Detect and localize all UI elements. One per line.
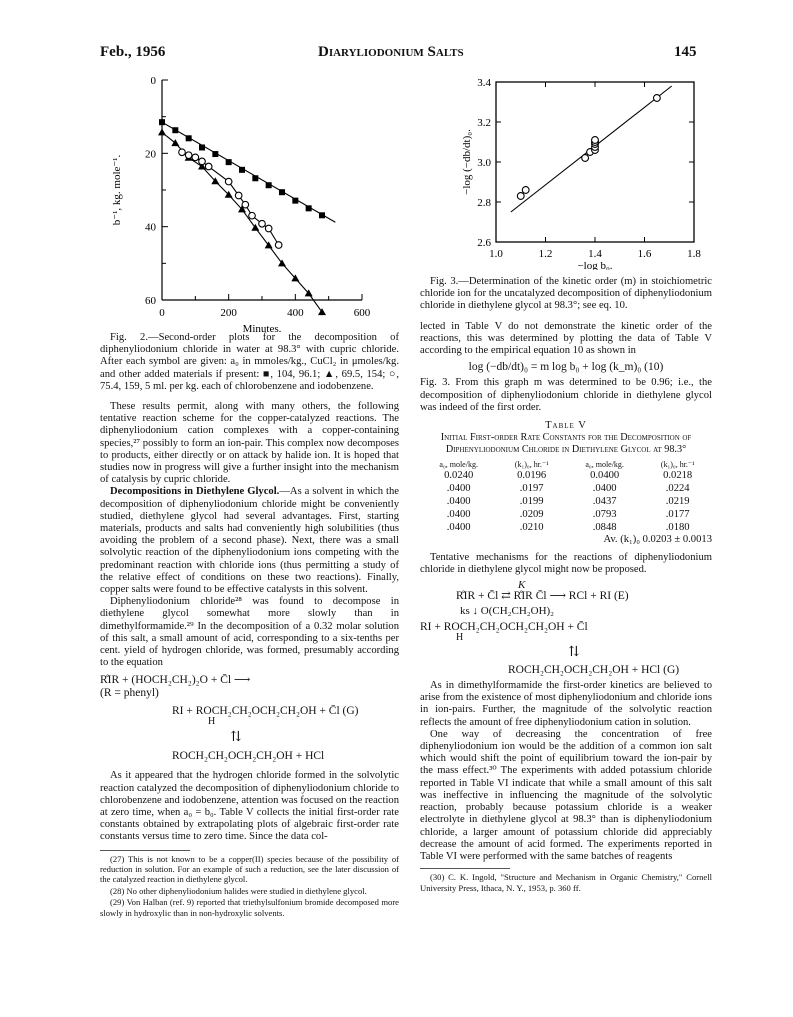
table-header: a₀, mole/kg. xyxy=(439,459,478,469)
running-head-title: Diaryliodonium Salts xyxy=(318,44,464,60)
scheme-g-subscript: H xyxy=(456,631,464,643)
paragraph: Fig. 3. From this graph m was determined to be 0.96; i.e., the decomposition of diphenyliodonium chloride in diethylene glycol was indeed of the first order. xyxy=(420,377,712,413)
data-point-circle xyxy=(235,192,242,199)
equilibrium-arrows: ⇅ xyxy=(568,644,580,660)
y-axis-label: b⁻¹, kg. mole⁻¹. xyxy=(111,154,123,226)
table-row: .0400 .0209 .0793 .0177 xyxy=(446,508,690,520)
x-tick-label: 1.4 xyxy=(588,248,602,260)
data-point-square xyxy=(199,144,205,150)
paragraph: Diphenyliodonium chloride²⁸ was found to decompose in diethylene glycol somewhat more slowly than in dimethylformamide.²⁹ In the decomposition of a 0.32 molar solution of this salt, a small amount of acid, corresponding to a six-tenths per cent. yield of hydrogen chloride, was formed, presumably according to the equation xyxy=(100,596,399,669)
data-point-square xyxy=(159,119,165,125)
equation-subscript: H xyxy=(208,716,216,728)
y-tick-label: 3.0 xyxy=(477,157,491,169)
equation-line: ROCH₂CH₂OCH₂CH₂OH + HCl xyxy=(172,750,325,763)
table-header: (k₁)₀, hr.⁻¹ xyxy=(660,459,695,469)
y-tick-label: 20 xyxy=(145,148,156,161)
footnote: (28) No other diphenyliodonium halides were studied in diethylene glycol. xyxy=(110,885,367,896)
table-caption: Initial First-order Rate Constants for the Decomposition of Diphenyliodonium Chloride in Diethylene Glycol at 98.3° xyxy=(440,432,692,456)
data-point-square xyxy=(226,159,232,165)
data-point-square xyxy=(172,127,178,133)
x-tick-label: 200 xyxy=(220,307,237,319)
footnote: (30) C. K. Ingold, "Structure and Mechanism in Organic Chemistry," Cornell University Press, Ithaca, N. Y., 1953, p. 360 ff. xyxy=(420,872,712,893)
table-average: Av. (k₁)₀ 0.0203 ± 0.0013 xyxy=(603,533,712,545)
page-number: 145 xyxy=(674,44,697,60)
data-point-circle xyxy=(179,149,186,156)
series-circle-line xyxy=(182,152,279,245)
x-tick-label: 400 xyxy=(287,307,304,319)
y-tick-label: 3.4 xyxy=(477,77,491,89)
data-point-square xyxy=(186,135,192,141)
y-tick-label: 2.6 xyxy=(477,237,491,249)
x-tick-label: 1.6 xyxy=(637,248,652,260)
equilibrium-arrows: ⇅ xyxy=(230,730,242,746)
scheme-solvolysis: ks ↓ O(CH₂CH₂OH)₂ xyxy=(460,605,555,618)
running-head-date: Feb., 1956 xyxy=(100,44,166,60)
data-point-circle xyxy=(522,187,529,194)
footnotes xyxy=(100,854,399,918)
data-point-circle xyxy=(259,220,266,227)
data-point-square xyxy=(212,151,218,157)
equation-line: RI + ROCH₂CH₂OCH₂CH₂OH + C̄l (G) xyxy=(172,704,359,717)
data-point-square xyxy=(306,205,312,211)
x-tick-label: 1.8 xyxy=(687,248,701,260)
data-point-circle xyxy=(275,242,282,249)
x-tick-label: 1.2 xyxy=(538,248,553,260)
paragraph: lected in Table V do not demonstrate the kinetic order of the reactions, this was determined by plotting the data of Table V according to the empirical equation 10 as shown in xyxy=(420,320,712,357)
data-point-circle xyxy=(225,178,232,185)
table-header-row xyxy=(420,460,712,469)
data-point-square xyxy=(279,189,285,195)
data-point-square xyxy=(292,198,298,204)
figure-2-chart xyxy=(100,70,390,340)
data-point-square xyxy=(319,212,325,218)
table-v xyxy=(420,460,712,534)
scheme-g-line1: RI + ROCH₂CH₂OCH₂CH₂OH + C̄l xyxy=(420,620,588,633)
data-point-circle xyxy=(249,212,256,219)
y-tick-label: 0 xyxy=(150,75,156,87)
data-point-square xyxy=(239,167,245,173)
data-point-circle xyxy=(582,155,589,162)
y-axis-label: −log (−db/dt)₀. xyxy=(461,129,473,195)
table-row: .0400 .0210 .0848 .0180 xyxy=(446,521,690,533)
x-tick-label: 600 xyxy=(353,307,371,319)
y-tick-label: 40 xyxy=(145,221,156,234)
right-column xyxy=(420,276,712,894)
data-point-triangle xyxy=(158,128,166,135)
data-point-circle xyxy=(185,152,192,159)
data-point-circle xyxy=(265,225,272,232)
figure-3-chart xyxy=(456,70,716,270)
y-tick-label: 60 xyxy=(145,295,156,307)
equation-10: log (−db/dt)₀ = m log b₀ + log (k_m)₀ (10) xyxy=(468,361,664,374)
data-point-triangle xyxy=(171,139,179,146)
table-row: .0400 .0199 .0437 .0219 xyxy=(446,495,690,507)
x-axis-label: −log b₀. xyxy=(577,260,613,270)
paragraph: As in dimethylformamide the first-order kinetics are believed to arise from the existence of most diphenyliodonium and chloride ions in ion-pairs. Further, the magnitude of the solvolytic reaction reflects the amount of free diphenyliodonium cation in solution. xyxy=(420,680,712,728)
data-point-circle xyxy=(242,201,249,208)
table-header: (k₁)₀, hr.⁻¹ xyxy=(514,459,549,469)
table-row: 0.0240 0.0196 0.0400 0.0218 xyxy=(444,469,693,481)
equation-line: (R = phenyl) xyxy=(100,686,159,699)
left-column xyxy=(100,332,399,919)
paragraph: Tentative mechanisms for the reactions of diphenyliodonium chloride in diethylene glycol might now be proposed. xyxy=(420,551,712,576)
plot-frame xyxy=(496,82,694,242)
paragraph: Decompositions in Diethylene Glycol.—As a solvent in which the decomposition of diphenyliodonium chloride might be conveniently studied, diethylene glycol had several advantages. First, starting materials, products and salts had conveniently high solubilities (thus avoiding the problem of a second phase). Next, there was a small solvolytic reaction of the diphenyliodonium ions competing with the predominant reaction with chloride ions (thus permitting a study of the relative effect of conditions on these two reactions). Finally, copper salts were found to be effective catalysts in this solvent. xyxy=(100,486,399,596)
data-point-circle xyxy=(653,95,660,102)
scheme-g-line2: ROCH₂CH₂OCH₂CH₂OH + HCl (G) xyxy=(508,663,680,676)
footnote: (27) This is not known to be a copper(II) species because of the possibility of reduction in solution. For an example of such a reduction, see the later discussion of the catalyzed reaction in diethylene glycol. xyxy=(100,853,399,885)
data-point-square xyxy=(266,182,272,188)
x-tick-label: 1.0 xyxy=(489,248,503,260)
figure-2-caption: Fig. 2.—Second-order plots for the decomposition of diphenyliodonium chloride in water at 98.3° with cupric chloride. After each symbol are given: a₀ in mmoles/kg., CuCl₂ in μmoles/kg. and other added materials if present: ■, 104, 96.1; ▲, 69.5, 154; ○, 75.4, 159, 5 ml. per kg. each of chlorobenzene and iodobenzene. xyxy=(100,332,399,392)
footnotes xyxy=(420,872,712,893)
data-point-circle xyxy=(192,154,199,161)
table-header: a₀, mole/kg. xyxy=(585,459,624,469)
y-tick-label: 2.8 xyxy=(477,197,491,209)
section-heading: Decompositions in Diethylene Glycol. xyxy=(110,486,280,498)
y-tick-label: 3.2 xyxy=(477,117,491,129)
data-point-circle xyxy=(592,137,599,144)
table-title: Table V xyxy=(545,420,587,432)
paragraph: As it appeared that the hydrogen chloride formed in the solvolytic reaction catalyzed the decomposition of diphenyliodonium chloride to chlorobenzene and iodobenzene, attention was focused on the reaction at zero time, when a₀ = b₀. Table V collects the initial first-order rate constants obtained by extrapolating plots of algebraic first-order rate constants versus time to zero time. Since the data col- xyxy=(100,770,399,843)
figure-3-caption: Fig. 3.—Determination of the kinetic order (m) in stoichiometric chloride ion for the uncatalyzed decomposition of diphenyliodonium chloride in diethylene glycol at 98.3°; see eq. 10. xyxy=(420,276,712,312)
data-point-circle xyxy=(199,158,206,165)
paragraph: These results permit, along with many others, the following tentative reaction scheme for the copper-catalyzed reactions. The diphenyliodonium cation complexes with a copper-containing species,²⁷ possibly to form an ion-pair. This complex now decomposes to products, either directly or on attack by halide ion. It is hoped that studies now in progress will give a further insight into the mechanism of catalysis by cupric chloride. xyxy=(100,401,399,486)
equation-line: R̊IR + (HOCH₂CH₂)₂O + C̄l ⟶ xyxy=(100,674,251,687)
x-axis-label: Minutes. xyxy=(242,323,282,335)
table-row: .0400 .0197 .0400 .0224 xyxy=(446,482,690,494)
scheme-constant-K: K xyxy=(518,579,526,592)
paragraph: One way of decreasing the concentration of free diphenyliodonium ion would be the addition of a common ion salt which would shift the point of equilibrium toward the ion-pair by the mass effect.³⁰ The experiments with added potassium chloride reported in Table VI indicate that while a small amount of this salt was ineffective in influencing the magnitude of the solvolytic reaction, probably because potassium chloride is a weaker electrolyte in diethylene glycol at 98.3° than is diphenyliodonium chloride, a larger amount of potassium chloride did appreciably decrease the amount of acid formed. The experiments reported in Table VI were performed with the same batches of reagents xyxy=(420,728,712,862)
data-point-triangle xyxy=(318,308,326,315)
footnote: (29) Von Halban (ref. 9) reported that triethylsulfonium bromide decomposed more slowly in hydroxylic than in non-hydroxylic solvents. xyxy=(100,897,399,918)
data-point-circle xyxy=(517,193,524,200)
data-point-square xyxy=(252,175,258,181)
data-point-circle xyxy=(205,163,212,170)
x-tick-label: 0 xyxy=(159,307,165,319)
scheme-e: R̊IR + C̄l ⇄ R̊IR C̄l ⟶ RCl + RI (E) xyxy=(456,590,629,603)
